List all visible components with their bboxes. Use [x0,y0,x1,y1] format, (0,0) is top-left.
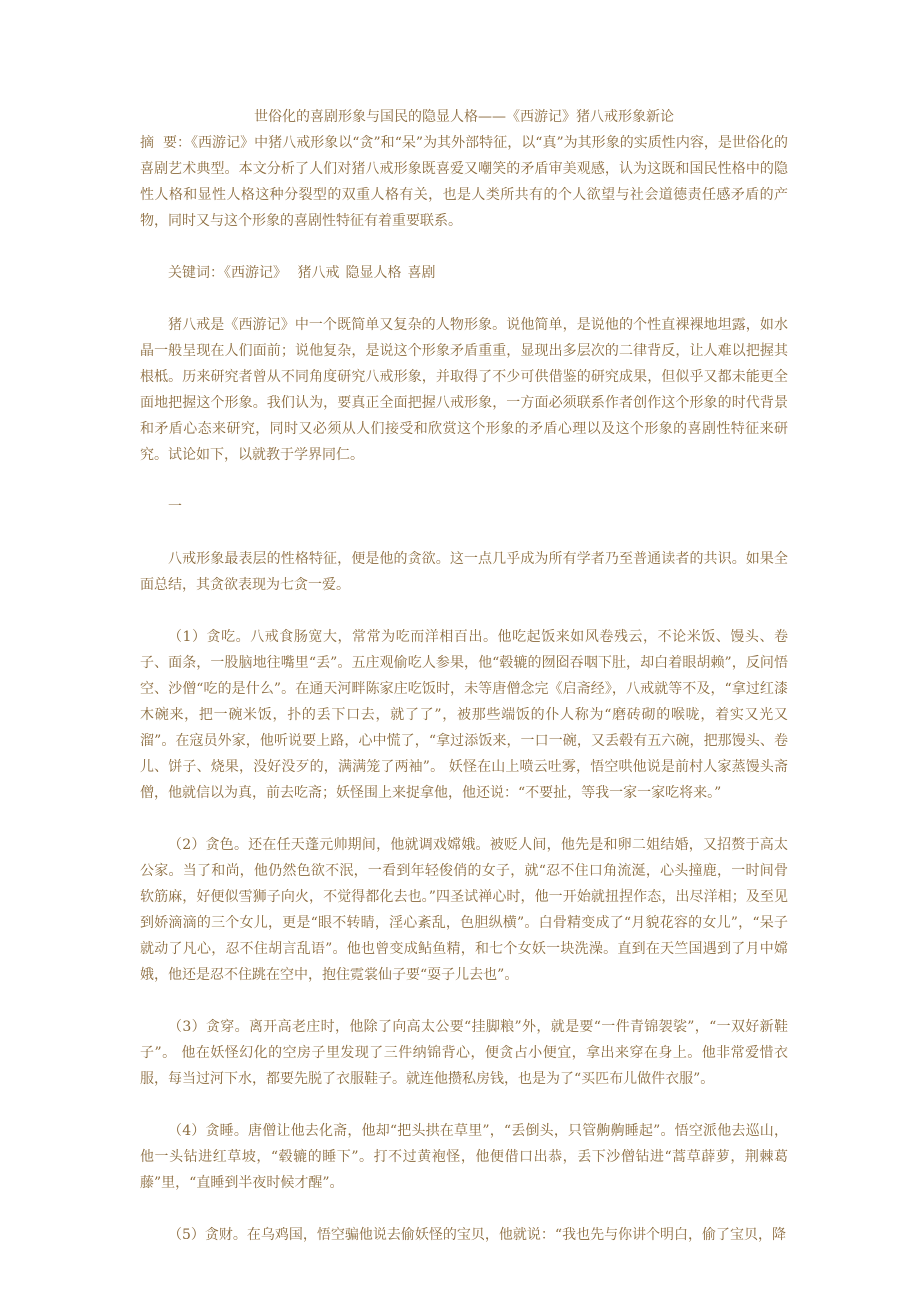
keyword-2: 猪八戒 [297,265,340,281]
item-greed-clothing: （3）贪穿。离开高老庄时，他除了向高太公要“挂脚粮”外，就是要“一件青锦袈裟”，“一双好新鞋子”。 他在妖怪幻化的空房子里发现了三件纳锦背心，便贪占小便宜，拿出来穿在身上。他非常爱惜衣服，每当过河下水，都要先脱了衣服鞋子。就连他攒私房钱，也是为了“买匹布儿做件衣服”。 [140,1019,788,1087]
abstract-text: 《西游记》中猪八戒形象以“贪”和“呆”为其外部特征，以“真”为其形象的实质性内容，是世俗化的喜剧艺术典型。本文分析了人们对猪八戒形象既喜爱又嘲笑的矛盾审美观感，认为这既和国民性格中的隐性人格和显性人格这种分裂型的双重人格有关，也是人类所共有的个人欲望与社会道德责任感矛盾的产物，同时又与这个形象的喜剧性特征有着重要联系。 [140,135,788,229]
abstract-label: 摘 要： [140,135,192,151]
section-one-intro: 八戒形象最表层的性格特征，便是他的贪欲。这一点几乎成为所有学者乃至普通读者的共识。如果全面总结，其贪欲表现为七贪一爱。 [140,551,788,593]
item-greed-eating: （1）贪吃。八戒食肠宽大，常常为吃而洋相百出。他吃起饭来如风卷残云，不论米饭、馒头、卷子、面条，一股脑地往嘴里“丢”。五庄观偷吃人参果，他“毂辘的囫囵吞咽下肚，却白着眼胡赖”，反问悟空、沙僧“吃的是什么”。在通天河畔陈家庄吃饭时，未等唐僧念完《启斋经》，八戒就等不及，“拿过红漆木碗来，把一碗米饭，扑的丢下口去，就了了”，被那些端饭的仆人称为“磨砖砌的喉咙，着实又光又溜”。在寇员外家，他听说要上路，心中慌了，“拿过添饭来，一口一碗，又丢毂有五六碗，把那馒头、卷儿、饼子、烧果，没好没歹的，满满笼了两袖”。 妖怪在山上喷云吐雾，悟空哄他说是前村人家蒸馒头斋僧，他就信以为真，前去吃斋；妖怪围上来捉拿他，他还说：“不要扯，等我一家一家吃将来。” [140,629,788,801]
document-page [140,104,788,1248]
abstract-paragraph [140,130,788,234]
keyword-3: 隐显人格 [345,265,402,281]
section-heading-one: 一 [168,499,182,515]
intro-paragraph: 猪八戒是《西游记》中一个既简单又复杂的人物形象。说他简单，是说他的个性直裸裸地坦露，如水晶一般呈现在人们面前；说他复杂，是说这个形象矛盾重重，显现出多层次的二律背反，让人难以把握其根柢。历来研究者曾从不同角度研究八戒形象，并取得了不少可供借鉴的研究成果，但似乎又都未能更全面地把握这个形象。我们认为，要真正全面把握八戒形象，一方面必须联系作者创作这个形象的时代背景和矛盾心态来研究，同时又必须从人们接受和欣赏这个形象的矛盾心理以及这个形象的喜剧性特征来研究。试论如下，以就教于学界同仁。 [140,317,788,463]
keyword-1: 《西游记》 [224,265,287,281]
keywords-paragraph [140,260,788,286]
item-greed-lust: （2）贪色。还在任天蓬元帅期间，他就调戏嫦娥。被贬人间，他先是和卵二姐结婚，又招赘于高太公家。当了和尚，他仍然色欲不泯，一看到年轻俊俏的女子，就“忍不住口角流涎，心头撞鹿，一时间骨软筋麻，好便似雪狮子向火，不觉得都化去也。”四圣试禅心时，他一开始就扭捏作态，出尽洋相；及至见到娇滴滴的三个女儿，更是“眼不转睛，淫心紊乱，色胆纵横”。白骨精变成了“月貌花容的女儿”，“呆子就动了凡心，忍不住胡言乱语”。他也曾变成鲇鱼精，和七个女妖一块洗澡。直到在天竺国遇到了月中嫦娥，他还是忍不住跳在空中，抱住霓裳仙子要“耍子儿去也”。 [140,837,788,983]
item-greed-wealth: （5）贪财。在乌鸡国，悟空骗他说去偷妖怪的宝贝，他就说：“我也先与你讲个明白，偷了宝贝，降 [168,1227,787,1243]
document-title: 世俗化的喜剧形象与国民的隐显人格——《西游记》猪八戒形象新论 [254,109,674,125]
keyword-4: 喜剧 [407,265,436,281]
keywords-label: 关键词： [168,265,224,281]
item-greed-sleep: （4）贪睡。唐僧让他去化斋，他却“把头拱在草里”，“丢倒头，只管齁齁睡起”。悟空派他去巡山，他一头钻进红草坡，“毂辘的睡下”。打不过黄袍怪，他便借口出恭，丢下沙僧钻进“蒿草薜萝，荆棘葛藤”里，“直睡到半夜时候才醒”。 [140,1123,788,1191]
